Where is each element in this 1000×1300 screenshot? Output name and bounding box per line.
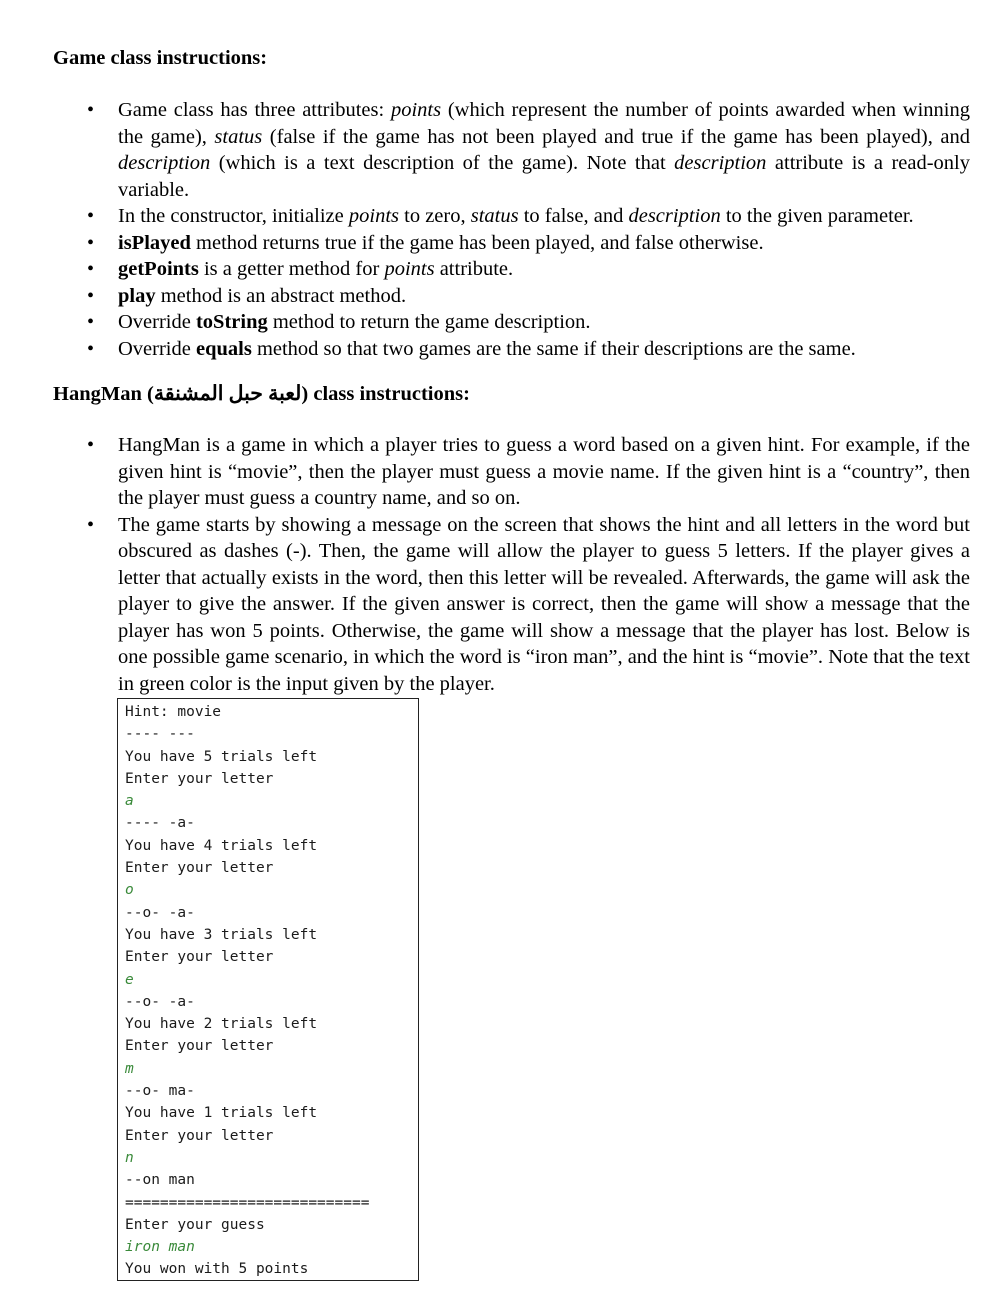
attribute-name: points [384,258,435,280]
game-bullet-item [0,256,1000,283]
console-output-line: Enter your letter [125,860,274,877]
console-output-line: You have 5 trials left [125,748,318,765]
hangman-class-instructions-list [0,432,1000,697]
console-output-line: Enter your letter [125,1127,274,1144]
console-output-line: ---- -a- [125,815,195,832]
method-name: getPoints [118,258,199,280]
method-name: equals [195,337,252,360]
bullet-text: attribute. [434,258,514,280]
console-user-input-line: m [125,1060,134,1077]
method-name: isPlayed [118,231,191,254]
console-output-line: You have 3 trials left [125,926,318,943]
console-user-input-line: a [125,793,134,810]
hangman-class-heading [53,381,470,408]
console-output-line: ============================ [125,1194,370,1211]
bullet-text: HangMan is a game in which a player tries to guess a word based on a given hint. For example, if the given hint is “movie”, then the player must guess a movie name. If the given hint is a “country”, then the player must guess a country name, and so on. [118,434,970,509]
bullet-text: attribute is a read-only variable. [118,152,970,201]
console-output-line: ---- --- [125,726,195,743]
console-user-input-line: iron man [125,1239,195,1256]
console-output-line: Enter your guess [125,1216,265,1233]
hangman-heading-arabic: لعبة حبل المشنقة [153,383,302,405]
game-class-heading-text: Game class instructions: [53,47,268,69]
bullet-text: Override [118,311,196,333]
console-output-line: You have 4 trials left [125,837,318,854]
console-output-line: --o- ma- [125,1083,195,1100]
bullet-text: Override [118,337,196,360]
attribute-name: points [348,205,399,227]
bullet-text: method to return the game description. [267,311,591,333]
console-user-input-line: o [125,882,134,899]
attribute-name: status [214,125,263,148]
console-output-line: --on man [125,1172,195,1189]
game-bullet-item [0,230,1000,257]
console-output-line: You won with 5 points [125,1261,309,1278]
bullet-text: is a getter method for [198,258,385,280]
bullet-text: The game starts by showing a message on the screen that shows the hint and all letters in the word but obscured as dashes (-). Then, the game will allow the player to guess 5 letters. If the player gives a letter that actually exists in the word, then this letter will be revealed. Afterwards, the game will ask the player to give the answer. If the given answer is correct, then the game will show a message that the player has won 5 points. Otherwise, the game will show a message that the player has lost. Below is one possible game scenario, in which the word is “iron man”, and the hint is “movie”. Note that the text in green color is the input given by the player. [118,513,970,695]
console-output-line: Enter your letter [125,949,274,966]
console-user-input-line: n [125,1149,134,1166]
bullet-text: (false if the game has not been played and true if the game has been played), and [262,125,971,148]
hangman-heading-prefix: HangMan ( [53,383,154,405]
game-class-instructions-list [0,97,1000,362]
game-bullet-item [0,283,1000,310]
attribute-name: description [674,152,767,174]
method-name: play [118,284,156,307]
game-bullet-item [0,336,1000,363]
bullet-text: Game class has three attributes: [118,99,391,121]
bullet-text: method is an abstract method. [155,284,407,307]
attribute-name: status [470,205,519,227]
game-bullet-item [0,97,1000,203]
bullet-text: to the given parameter. [720,205,914,227]
console-output-sample [117,698,419,1281]
bullet-text: to zero, [399,205,471,227]
console-output-line: Enter your letter [125,1038,274,1055]
console-output-line: Hint: movie [125,704,222,720]
console-output-line: You have 2 trials left [125,1016,318,1033]
attribute-name: points [390,99,442,121]
method-name: toString [195,311,268,333]
attribute-name: description [628,205,721,227]
bullet-text: method so that two games are the same if their descriptions are the same. [251,337,856,360]
hangman-bullet-item [0,512,1000,698]
bullet-text: method returns true if the game has been played, and false otherwise. [190,231,764,254]
hangman-bullet-item [0,432,1000,512]
hangman-heading-suffix: ) class instructions: [301,383,470,405]
bullet-text: In the constructor, initialize [118,205,349,227]
console-output-line: Enter your letter [125,770,274,787]
console-output-line: You have 1 trials left [125,1105,318,1122]
game-class-heading [53,45,267,72]
game-bullet-item [0,203,1000,230]
console-output-line: --o- -a- [125,904,195,921]
console-output-line: --o- -a- [125,993,195,1010]
game-bullet-item [0,309,1000,336]
console-user-input-line: e [125,971,134,988]
bullet-text: (which represent the number of points awarded when winning the game), [118,99,970,148]
attribute-name: description [118,152,211,174]
bullet-text: to false, and [518,205,629,227]
bullet-text: (which is a text description of the game). Note that [210,152,675,174]
